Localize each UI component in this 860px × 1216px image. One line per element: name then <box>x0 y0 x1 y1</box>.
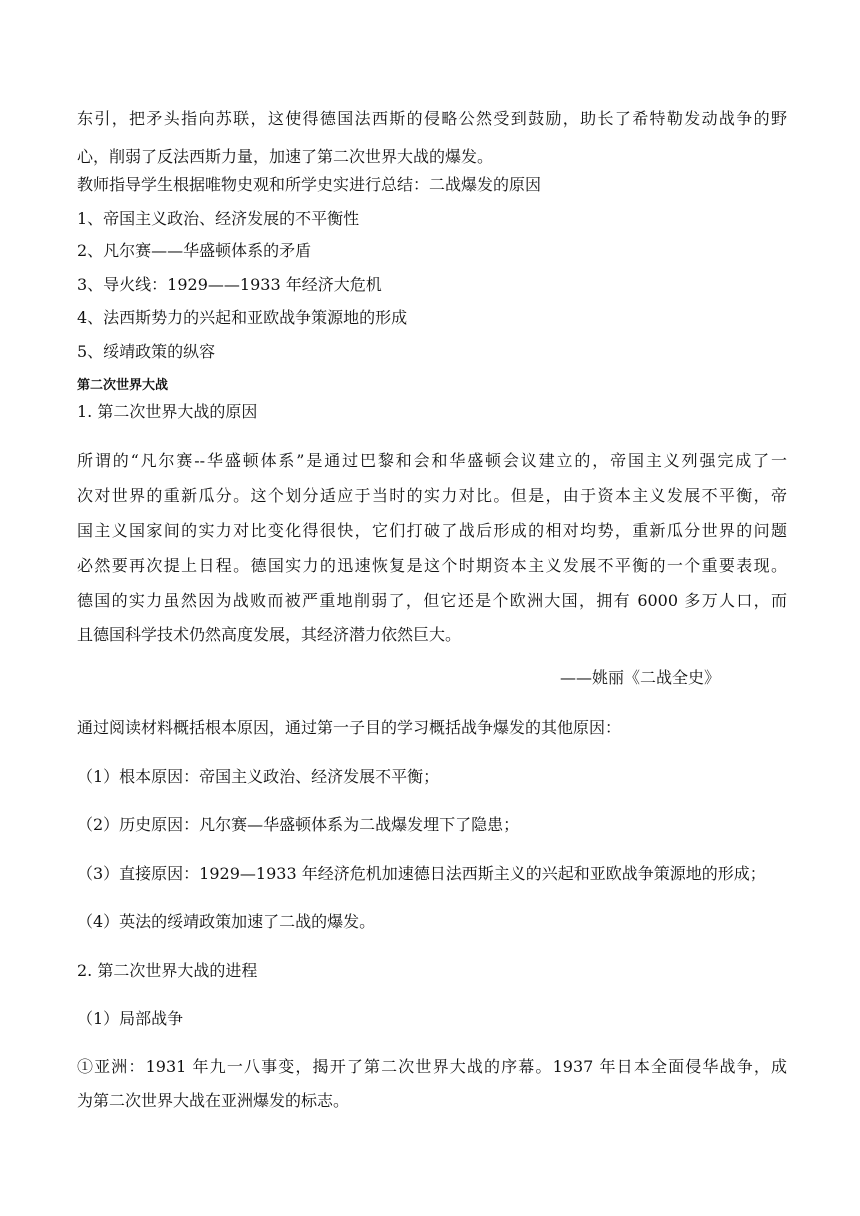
asia-line-1: ①亚洲：1931 年九一八事变，揭开了第二次世界大战的序幕。1937 年日本全面侵华战争，成 <box>77 1057 787 1076</box>
continuation-line-2: 心，削弱了反法西斯力量，加速了第二次世界大战的爆发。 <box>77 147 494 166</box>
asia-line-2: 为第二次世界大战在亚洲爆发的标志。 <box>77 1091 350 1110</box>
reason-3: （3）直接原因：1929—1933 年经济危机加速德日法西斯主义的兴起和亚欧战争策源地的形成； <box>77 864 766 883</box>
summary-item-4: 4、法西斯势力的兴起和亚欧战争策源地的形成 <box>77 308 408 327</box>
analysis-intro: 通过阅读材料概括根本原因，通过第一子目的学习概括战争爆发的其他原因： <box>77 718 622 737</box>
reason-1: （1）根本原因：帝国主义政治、经济发展不平衡； <box>77 767 440 786</box>
subsection-causes: 1. 第二次世界大战的原因 <box>77 402 258 421</box>
reason-4: （4）英法的绥靖政策加速了二战的爆发。 <box>77 912 376 931</box>
summary-item-5: 5、绥靖政策的纵容 <box>77 342 216 361</box>
subsection-local-war: （1）局部战争 <box>77 1009 184 1028</box>
subsection-progress: 2. 第二次世界大战的进程 <box>77 961 258 980</box>
quote-line-6: 且德国科学技术仍然高度发展，其经济潜力依然巨大。 <box>77 625 462 644</box>
summary-item-1: 1、帝国主义政治、经济发展的不平衡性 <box>77 209 360 228</box>
quote-line-3: 国主义国家间的实力对比变化得很快，它们打破了战后形成的相对均势，重新瓜分世界的问题 <box>77 521 787 540</box>
quote-line-1: 所谓的“凡尔赛--华盛顿体系”是通过巴黎和会和华盛顿会议建立的，帝国主义列强完成了一 <box>77 451 787 470</box>
summary-intro: 教师指导学生根据唯物史观和所学史实进行总结：二战爆发的原因 <box>77 175 542 194</box>
section-title: 第二次世界大战 <box>77 378 169 393</box>
quote-line-4: 必然要再次提上日程。德国实力的迅速恢复是这个时期资本主义发展不平衡的一个重要表现。 <box>77 556 787 575</box>
continuation-line-1: 东引，把矛头指向苏联，这使得德国法西斯的侵略公然受到鼓励，助长了希特勒发动战争的野 <box>77 109 787 128</box>
summary-item-2: 2、凡尔赛——华盛顿体系的矛盾 <box>77 241 312 260</box>
reason-2: （2）历史原因：凡尔赛—华盛顿体系为二战爆发埋下了隐患； <box>77 815 520 834</box>
summary-item-3: 3、导火线：1929——1933 年经济大危机 <box>77 275 382 294</box>
quote-line-2: 次对世界的重新瓜分。这个划分适应于当时的实力对比。但是，由于资本主义发展不平衡，帝 <box>77 486 787 505</box>
quote-line-5: 德国的实力虽然因为战败而被严重地削弱了，但它还是个欧洲大国，拥有 6000 多万人口，而 <box>77 591 787 610</box>
quote-source: ——姚丽《二战全史》 <box>559 668 720 687</box>
